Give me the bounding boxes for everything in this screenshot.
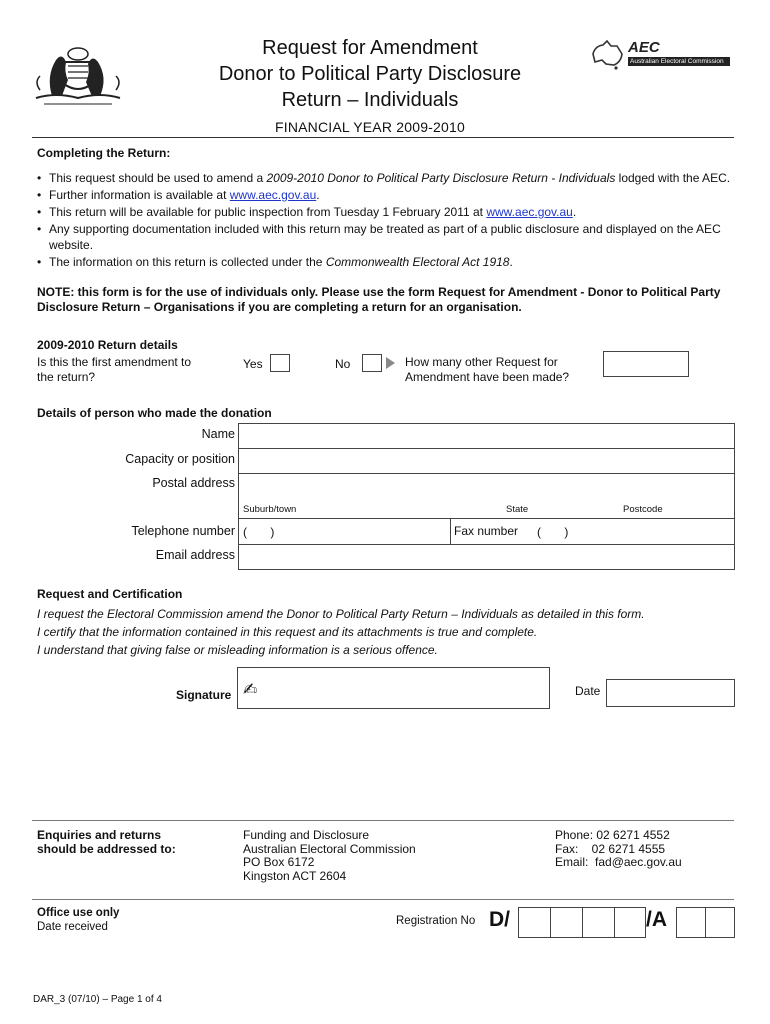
no-label: No <box>335 357 351 371</box>
financial-year: FINANCIAL YEAR 2009-2010 <box>274 119 465 135</box>
yes-label: Yes <box>243 357 263 371</box>
aec-logo-subtitle: Australian Electoral Commission <box>628 57 730 66</box>
certification-heading: Request and Certification <box>37 587 183 601</box>
registration-a-prefix: /A <box>646 908 667 931</box>
certification-line-2: I certify that the information contained in this request and its attachments is true and complete. <box>37 625 538 639</box>
certification-line-3: I understand that giving false or misleading information is a serious offence. <box>37 643 438 657</box>
address-line-3: PO Box 6172 <box>243 855 315 869</box>
title-line-2: Donor to Political Party Disclosure <box>218 63 522 85</box>
instruction-item <box>37 254 737 270</box>
registration-suffix-cell[interactable] <box>676 907 706 938</box>
name-label: Name <box>201 427 235 441</box>
office-use-label: Office use only <box>37 907 120 919</box>
registration-number-cells[interactable] <box>518 907 646 938</box>
registration-cell[interactable] <box>614 907 646 938</box>
address-line-1: Funding and Disclosure <box>243 828 370 842</box>
address-line-2: Australian Electoral Commission <box>243 842 416 856</box>
title-line-3: Return – Individuals <box>281 89 459 111</box>
aec-website-link[interactable]: www.aec.gov.au <box>486 205 573 219</box>
office-divider <box>32 899 734 900</box>
first-amendment-question: Is this the first amendment to the return? <box>37 355 192 384</box>
instruction-text: Further information is available at <box>49 188 230 202</box>
email-address: Email: fad@aec.gov.au <box>555 855 682 869</box>
instruction-text: This request should be used to amend a <box>49 171 267 185</box>
telephone-area-code: ( ) <box>243 525 275 539</box>
instruction-text: . <box>316 188 320 202</box>
person-heading: Details of person who made the donation <box>37 406 272 420</box>
date-input[interactable] <box>606 679 735 707</box>
coat-of-arms-icon <box>30 34 126 108</box>
header-divider <box>32 137 734 138</box>
instruction-text: This return will be available for public inspection from Tuesday 1 February 2011 at <box>49 205 487 219</box>
capacity-label: Capacity or position <box>125 452 235 466</box>
instruction-item <box>37 221 737 253</box>
instruction-text: lodged with the AEC. <box>615 171 731 185</box>
email-input[interactable] <box>238 544 735 570</box>
enquiries-divider <box>32 820 734 821</box>
phone-number: Phone: 02 6271 4552 <box>555 828 670 842</box>
postal-address-label: Postal address <box>152 476 235 490</box>
certification-line-1: I request the Electoral Commission amend the Donor to Political Party Return – Individuals as detailed in this form. <box>37 607 645 621</box>
postcode-caption: Postcode <box>623 504 663 515</box>
return-details-heading: 2009-2010 Return details <box>37 338 178 352</box>
signature-field[interactable] <box>237 667 550 709</box>
address-line-4: Kingston ACT 2604 <box>243 869 347 883</box>
arrow-right-icon <box>386 357 395 369</box>
instruction-text: . <box>572 205 577 219</box>
instruction-list <box>37 170 737 271</box>
aec-logo <box>590 40 730 74</box>
registration-cell[interactable] <box>582 907 615 938</box>
signature-label: Signature <box>176 688 232 702</box>
form-code-footer: DAR_3 (07/10) – Page 1 of 4 <box>33 994 162 1005</box>
registration-label: Registration No <box>396 915 476 927</box>
instruction-item <box>37 204 737 220</box>
telephone-label: Telephone number <box>131 524 235 538</box>
australia-map-icon <box>590 40 624 70</box>
suburb-caption: Suburb/town <box>243 504 297 515</box>
instruction-text: Any supporting documentation included with this return may be treated as part of a public disclosure and displayed on the AEC website. <box>49 222 721 252</box>
instruction-text: . <box>509 255 513 269</box>
capacity-input[interactable] <box>238 448 735 474</box>
yes-checkbox[interactable] <box>270 354 290 372</box>
instruction-text: The information on this return is collected under the <box>49 255 326 269</box>
instruction-item <box>37 187 737 203</box>
return-title-italic: 2009-2010 Donor to Political Party Disclosure Return - Individuals <box>266 171 616 185</box>
registration-cell[interactable] <box>550 907 583 938</box>
aec-logo-text: AEC <box>628 39 660 56</box>
act-title-italic: Commonwealth Electoral Act 1918 <box>325 255 510 269</box>
fax-label: Fax number <box>454 524 519 538</box>
other-amendments-input[interactable] <box>603 351 689 377</box>
title-line-1: Request for Amendment <box>262 37 478 59</box>
completing-heading: Completing the Return: <box>37 146 171 160</box>
no-checkbox[interactable] <box>362 354 382 372</box>
other-amendments-question: How many other Request for Amendment have been made? <box>405 355 570 384</box>
name-input[interactable] <box>238 423 735 449</box>
date-label: Date <box>575 684 601 698</box>
state-caption: State <box>506 504 529 515</box>
enquiries-label: Enquiries and returns should be addressed to: <box>37 828 176 856</box>
fax-area-code: ( ) <box>537 525 569 539</box>
registration-d-prefix: D/ <box>489 908 510 931</box>
registration-cell[interactable] <box>518 907 551 938</box>
pen-hand-icon: ✍ <box>243 680 258 700</box>
date-received-label: Date received <box>37 921 108 933</box>
instruction-item <box>37 170 737 186</box>
registration-suffix-cell[interactable] <box>705 907 735 938</box>
aec-website-link[interactable]: www.aec.gov.au <box>229 188 317 202</box>
note-text: NOTE: this form is for the use of individuals only. Please use the form Request for Amendment - Donor to Political Party Disclosure Return – Organisations if you are completing a return for an organisation. <box>37 285 721 314</box>
fax-number: Fax: 02 6271 4555 <box>555 842 666 856</box>
email-label: Email address <box>155 548 235 562</box>
